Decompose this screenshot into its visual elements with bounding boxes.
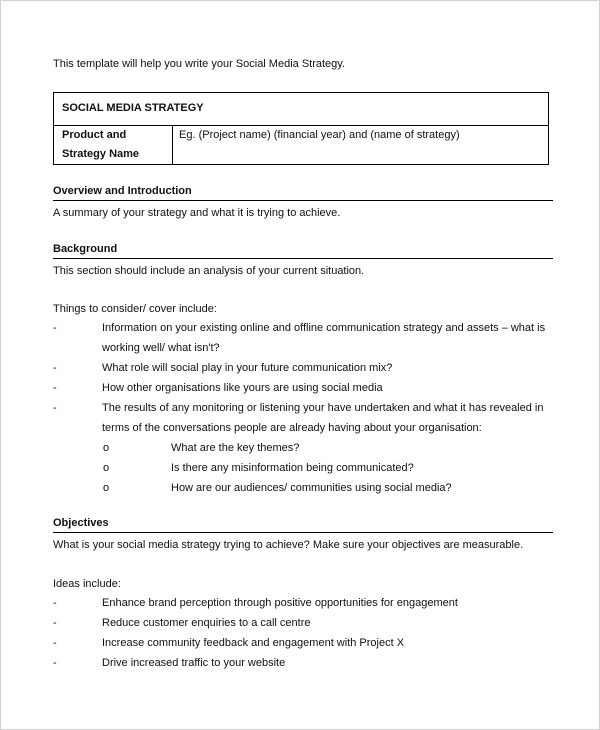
bullet-dash: - <box>53 617 57 629</box>
objectives-text: What is your social media strategy trying to achieve? Make sure your objectives are measurable. <box>53 539 524 551</box>
bullet-dash: - <box>53 382 57 394</box>
list-item <box>53 358 553 378</box>
bullet-dash: - <box>53 597 57 609</box>
background-text: This section should include an analysis of your current situation. <box>53 265 365 277</box>
list-item-text: Drive increased traffic to your website <box>102 657 286 669</box>
intro-text: This template will help you write your Social Media Strategy. <box>53 58 346 70</box>
overview-text: A summary of your strategy and what it is trying to achieve. <box>53 207 341 219</box>
list-item <box>53 398 553 438</box>
background-section <box>53 242 553 498</box>
list-item <box>53 318 553 358</box>
bullet-circle: o <box>103 442 110 454</box>
overview-heading: Overview and Introduction <box>53 184 553 201</box>
list-item <box>53 593 553 613</box>
sub-list-item-text: How are our audiences/ communities using social media? <box>171 482 452 494</box>
list-item-text: Information on your existing online and offline communication strategy and assets – what is working well/ what isn't? <box>102 322 546 354</box>
bullet-circle: o <box>103 462 110 474</box>
list-item-text: The results of any monitoring or listening your have undertaken and what it has revealed in terms of the conversations people are already having about your organisation: <box>102 402 544 434</box>
sub-list-item-text: Is there any misinformation being communicated? <box>171 462 414 474</box>
list-item-text: Enhance brand perception through positive opportunities for engagement <box>102 597 458 609</box>
sub-list-item <box>53 438 553 458</box>
strategy-table <box>53 92 549 165</box>
sub-list-item-text: What are the key themes? <box>171 442 300 454</box>
list-item-text: Increase community feedback and engagement with Project X <box>102 637 405 649</box>
sub-list-item <box>53 458 553 478</box>
strategy-name-label: Product and Strategy Name <box>54 126 173 165</box>
consider-label: Things to consider/ cover include: <box>53 303 217 315</box>
bullet-dash: - <box>53 322 57 334</box>
list-item <box>53 613 553 633</box>
list-item-text: How other organisations like yours are using social media <box>102 382 383 394</box>
document-content <box>53 57 553 673</box>
list-item <box>53 633 553 653</box>
list-item <box>53 653 553 673</box>
strategy-table-title: SOCIAL MEDIA STRATEGY <box>54 93 549 126</box>
bullet-dash: - <box>53 402 57 414</box>
bullet-dash: - <box>53 362 57 374</box>
list-item <box>53 378 553 398</box>
objectives-heading: Objectives <box>53 516 553 533</box>
ideas-label: Ideas include: <box>53 578 121 590</box>
list-item-text: What role will social play in your future communication mix? <box>102 362 393 374</box>
strategy-name-value: Eg. (Project name) (financial year) and (name of strategy) <box>173 126 549 165</box>
background-heading: Background <box>53 242 553 259</box>
objectives-section <box>53 516 553 673</box>
sub-list-item <box>53 478 553 498</box>
list-item-text: Reduce customer enquiries to a call centre <box>102 617 311 629</box>
bullet-circle: o <box>103 482 110 494</box>
overview-section <box>53 184 553 220</box>
bullet-dash: - <box>53 657 57 669</box>
bullet-dash: - <box>53 637 57 649</box>
